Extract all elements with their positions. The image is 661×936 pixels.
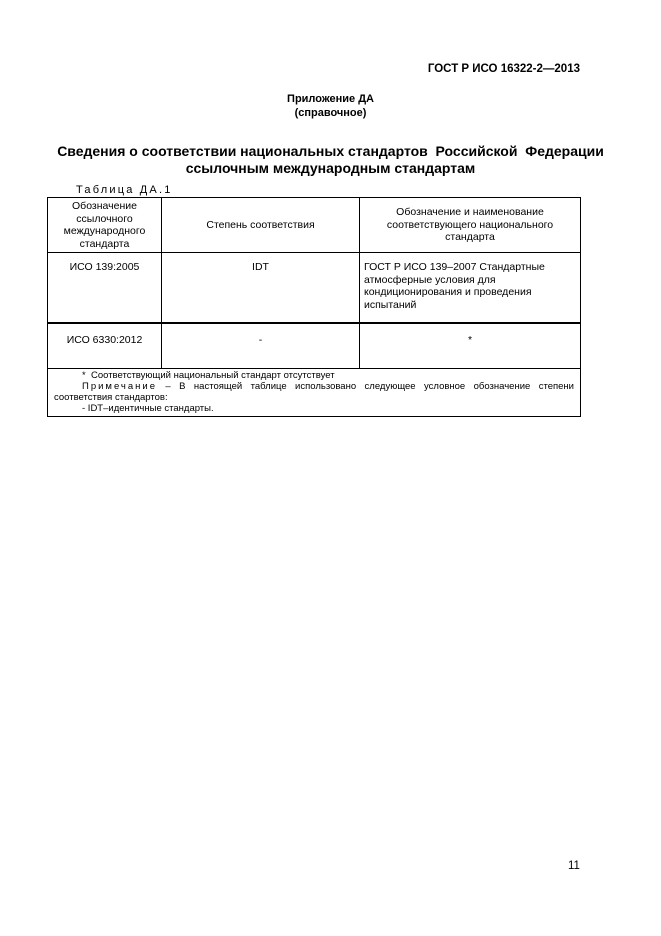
cell-degree: IDT [162,253,360,324]
table-caption: Таблица ДА.1 [76,184,173,196]
cell-national-standard: ГОСТ Р ИСО 139–2007 Стандартные атмосферные условия для кондиционирования и проведения испытаний [360,253,581,324]
cell-international-standard: ИСО 6330:2012 [48,323,162,369]
section-heading [40,143,621,177]
appendix-subtitle: (справочное) [294,107,367,119]
heading-line-2: ссылочным международным стандартам [185,160,476,176]
cell-international-standard: ИСО 139:2005 [48,253,162,324]
table-row [48,323,581,369]
note-paragraph [54,381,574,403]
page-number: 11 [568,860,580,872]
table-notes-row [48,369,581,417]
heading-line-1: Сведения о соответствии национальных стандартов Российской Федерации [57,143,604,159]
note-label: Примечание [82,381,157,392]
cell-national-standard: * [360,323,581,369]
cell-degree: - [162,323,360,369]
table-notes-cell [48,369,581,417]
appendix-heading [0,92,661,120]
legend-item: - IDT–идентичные стандарты. [82,403,214,414]
note-text: – В настоящей таблице использовано следующее условное обозначение степени соответствия стандартов: [54,381,574,403]
standards-table [47,197,581,417]
document-code: ГОСТ Р ИСО 16322-2—2013 [427,63,580,75]
header-cell-national: Обозначение и наименование соответствующего национального стандарта [360,198,581,253]
header-cell-international: Обозначение ссылочного международного стандарта [48,198,162,253]
footnote: * Соответствующий национальный стандарт отсутствует [82,370,335,381]
header-cell-degree: Степень соответствия [162,198,360,253]
table-header-row [48,198,581,253]
appendix-title: Приложение ДА [287,93,374,105]
table-row [48,253,581,324]
